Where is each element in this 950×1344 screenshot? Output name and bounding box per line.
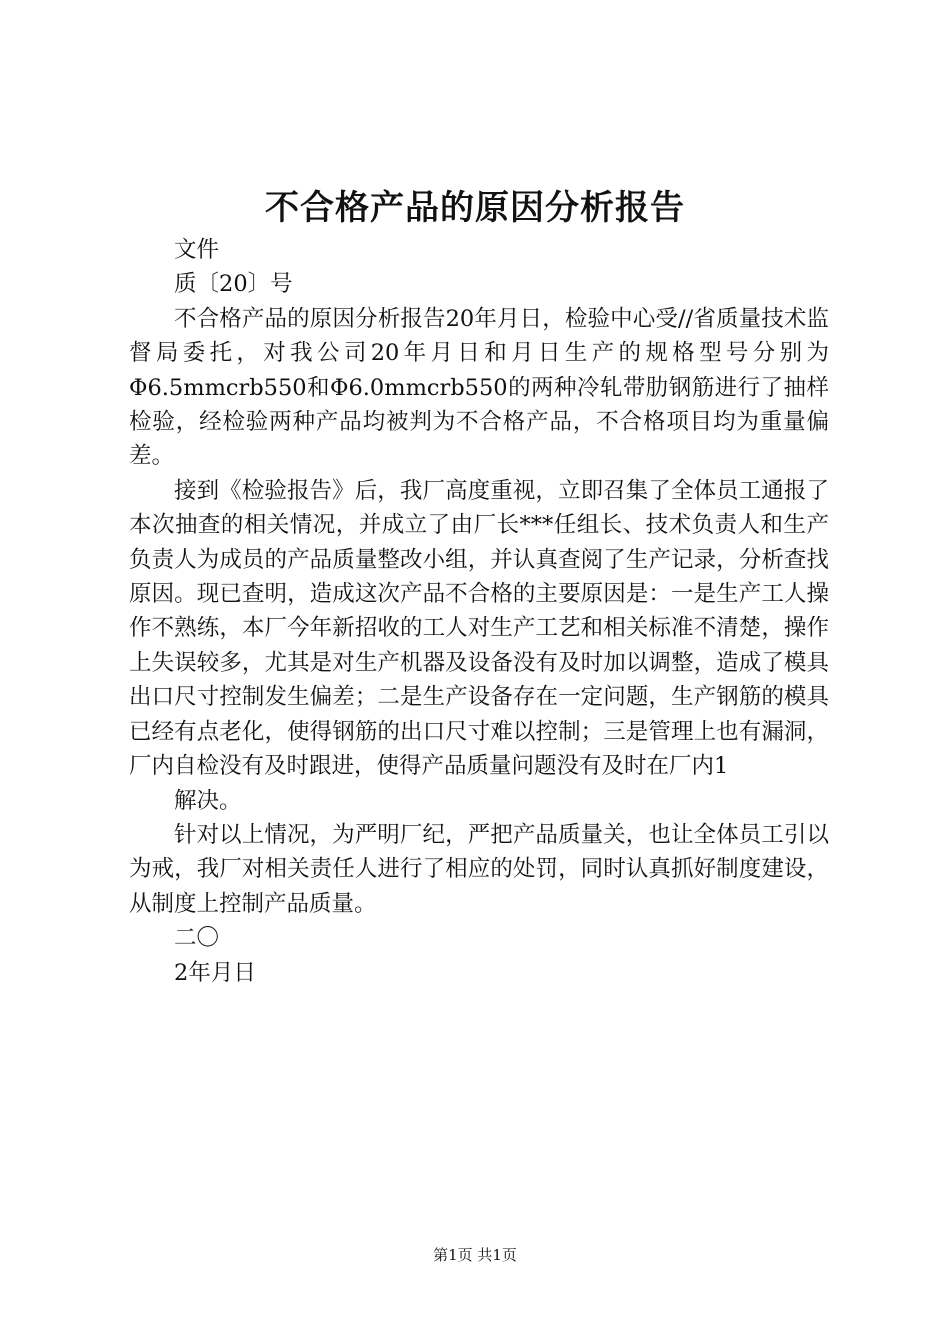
paragraph-causes: 接到《检验报告》后，我厂高度重视，立即召集了全体员工通报了本次抽查的相关情况，并成立了由厂长***任组长、技术负责人和生产负责人为成员的产品质量整改小组，并认真查阅了生产记录，分析查找原因。现已查明，造成这次产品不合格的主要原因是：一是生产工人操作不熟练，本厂今年新招收的工人对生产工艺和相关标准不清楚，操作上失误较多，尤其是对生产机器及设备没有及时加以调整，造成了模具出口尺寸控制发生偏差；二是生产设备存在一定问题，生产钢筋的模具已经有点老化，使得钢筋的出口尺寸难以控制；三是管理上也有漏洞，厂内自检没有及时跟进，使得产品质量问题没有及时在厂内1 xyxy=(129,477,829,780)
paragraph-measures: 针对以上情况，为严明厂纪，严把产品质量关，也让全体员工引以为戒，我厂对相关责任人进行了相应的处罚，同时认真抓好制度建设，从制度上控制产品质量。 xyxy=(129,821,829,917)
doc-number: 质〔20〕号 xyxy=(174,271,293,298)
doc-label: 文件 xyxy=(174,237,220,263)
document-body xyxy=(129,233,829,990)
page-footer: 第1页 共1页 xyxy=(433,1246,517,1264)
paragraph-resolution: 解决。 xyxy=(174,787,242,814)
document-title: 不合格产品的原因分析报告 xyxy=(265,188,685,228)
signature-date: 2年月日 xyxy=(174,959,256,986)
signature-year: 二〇 xyxy=(174,925,220,952)
paragraph-intro: 不合格产品的原因分析报告20年月日，检验中心受//省质量技术监督局委托，对我公司20年月日和月日生产的规格型号分别为Φ6.5mmcrb550和Φ6.0mmcrb550的两种冷轧带肋钢筋进行了抽样检验，经检验两种产品均被判为不合格产品，不合格项目均为重量偏差。 xyxy=(129,305,829,470)
